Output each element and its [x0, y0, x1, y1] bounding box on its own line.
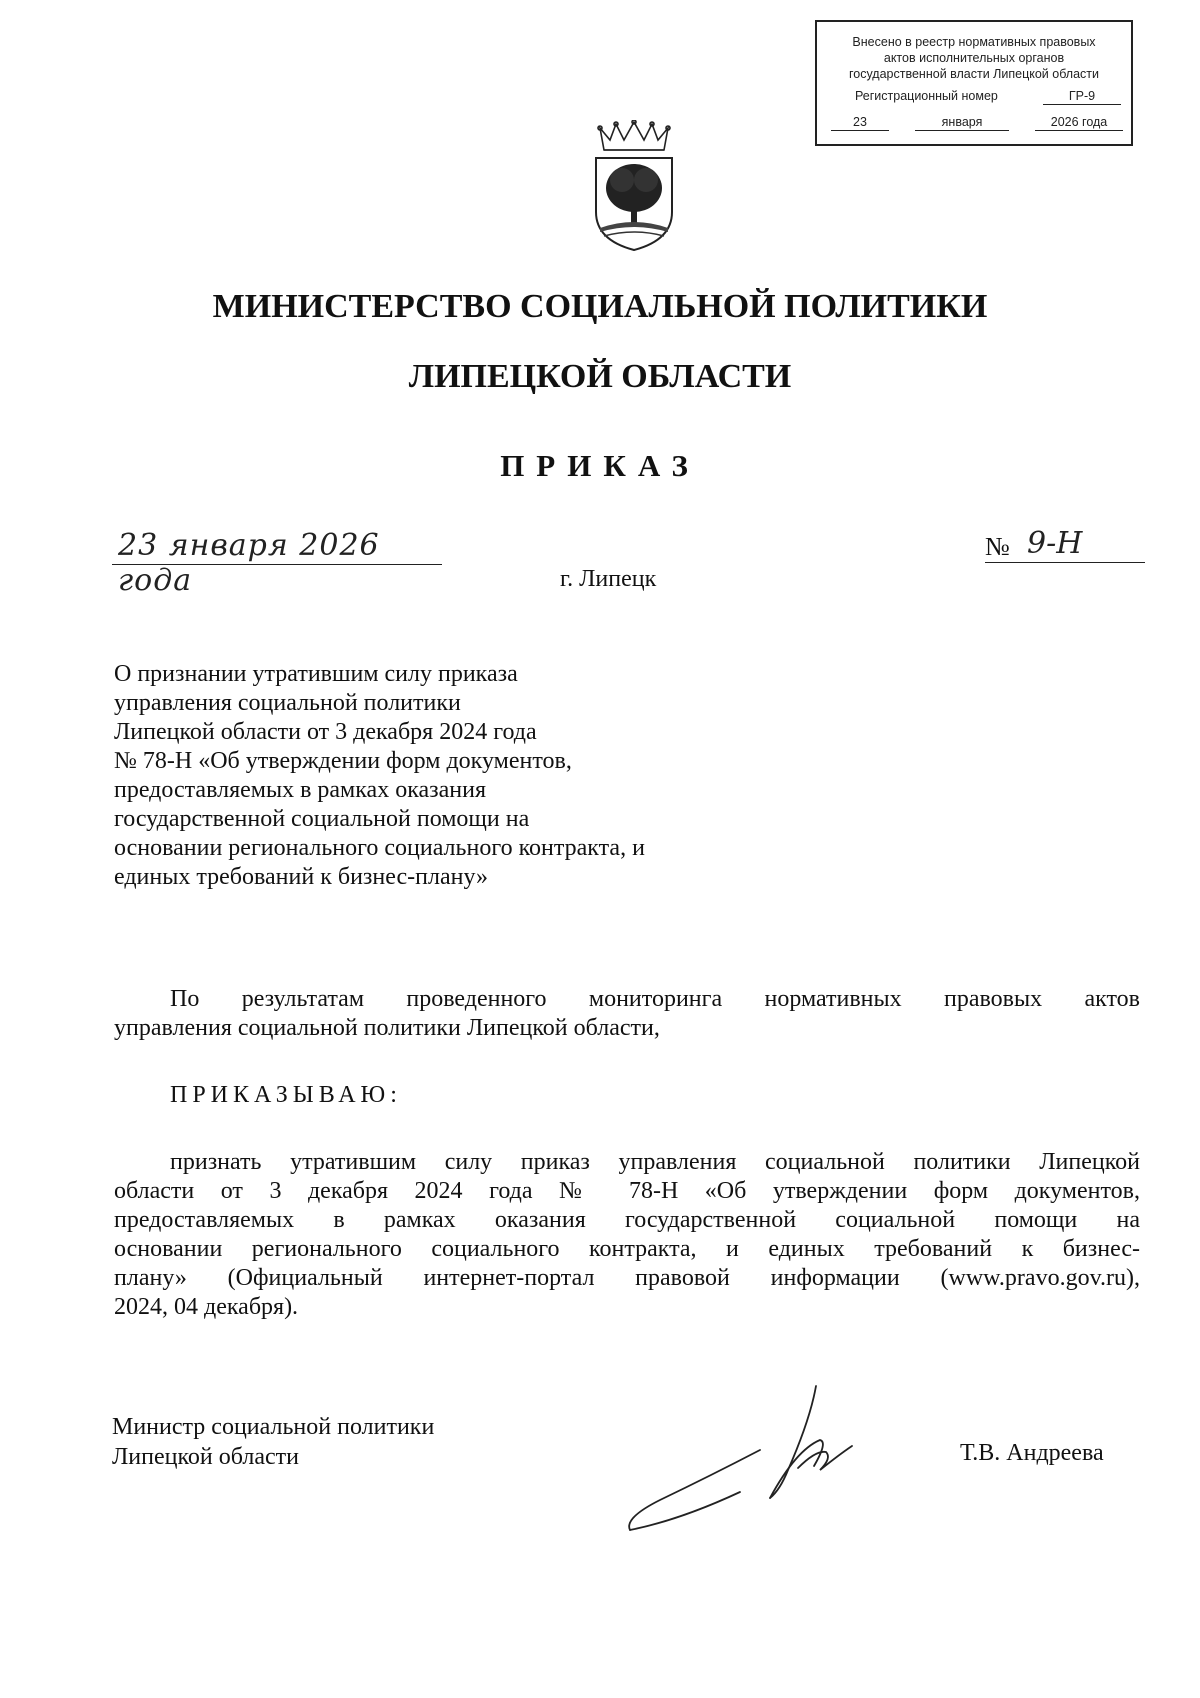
stamp-year: 2026 года [1035, 114, 1123, 131]
stamp-line: государственной власти Липецкой области [848, 67, 1100, 81]
body-line: основании регионального социального контракта, и единых требований к бизнес- [114, 1236, 1140, 1262]
subject-line: управления социальной политики [114, 690, 461, 716]
handwritten-signature-icon [620, 1380, 880, 1540]
date-underline [112, 564, 442, 565]
subject-line: основании регионального социального контракта, и [114, 835, 645, 861]
preamble [114, 985, 1140, 1043]
subject-line: предоставляемых в рамках оказания [114, 777, 486, 803]
body-line: области от 3 декабря 2024 года № 78-Н «Об утверждении форм документов, [114, 1178, 1140, 1204]
stamp-reg-label: Регистрационный номер [855, 89, 998, 103]
subject-line: государственной социальной помощи на [114, 806, 530, 832]
subject-line: Липецкой области от 3 декабря 2024 года [114, 719, 537, 745]
document-type: ПРИКАЗ [500, 448, 700, 483]
handwritten-date [112, 522, 442, 598]
body-line: предоставляемых в рамках оказания государственной социальной помощи на [114, 1207, 1140, 1233]
body-line: 2024, 04 декабря). [114, 1294, 299, 1320]
ministry-title-line2: ЛИПЕЦКОЙ ОБЛАСТИ [408, 358, 792, 395]
signer-position-line: Министр социальной политики [112, 1414, 435, 1440]
city: г. Липецк [560, 566, 657, 592]
handwritten-date-text: 23 января 2026 года [118, 528, 380, 598]
subject-line: О признании утратившим силу приказа [114, 661, 518, 687]
order-body [114, 1148, 1140, 1322]
order-subject [114, 660, 774, 892]
stamp-line: актов исполнительных органов [883, 51, 1065, 65]
preamble-line: управления социальной политики Липецкой области, [114, 1015, 660, 1041]
body-line: признать утратившим силу приказ управления социальной политики Липецкой [170, 1149, 1140, 1175]
signer-position-line: Липецкой области [112, 1444, 299, 1470]
signer-position [112, 1412, 434, 1472]
signer-name: Т.В. Андреева [960, 1440, 1104, 1466]
stamp-month: января [915, 114, 1009, 131]
registry-stamp [815, 20, 1133, 146]
stamp-day: 23 [831, 114, 889, 131]
ministry-title-line1: МИНИСТЕРСТВО СОЦИАЛЬНОЙ ПОЛИТИКИ [212, 288, 988, 325]
number-underline [985, 562, 1145, 563]
subject-line: единых требований к бизнес-плану» [114, 864, 489, 890]
coat-of-arms-icon [586, 120, 682, 252]
number-label: № [985, 532, 1010, 561]
stamp-reg-number: ГР-9 [1043, 88, 1121, 105]
order-verb: ПРИКАЗЫВАЮ: [170, 1082, 402, 1108]
handwritten-number: 9-Н [1027, 526, 1083, 561]
order-number [985, 526, 1145, 566]
subject-line: № 78-Н «Об утверждении форм документов, [114, 748, 572, 774]
preamble-line: По результатам проведенного мониторинга нормативных правовых актов [170, 986, 1140, 1012]
body-line: плану» (Официальный интернет-портал правовой информации (www.pravo.gov.ru), [114, 1265, 1140, 1291]
stamp-line: Внесено в реестр нормативных правовых [852, 35, 1096, 49]
